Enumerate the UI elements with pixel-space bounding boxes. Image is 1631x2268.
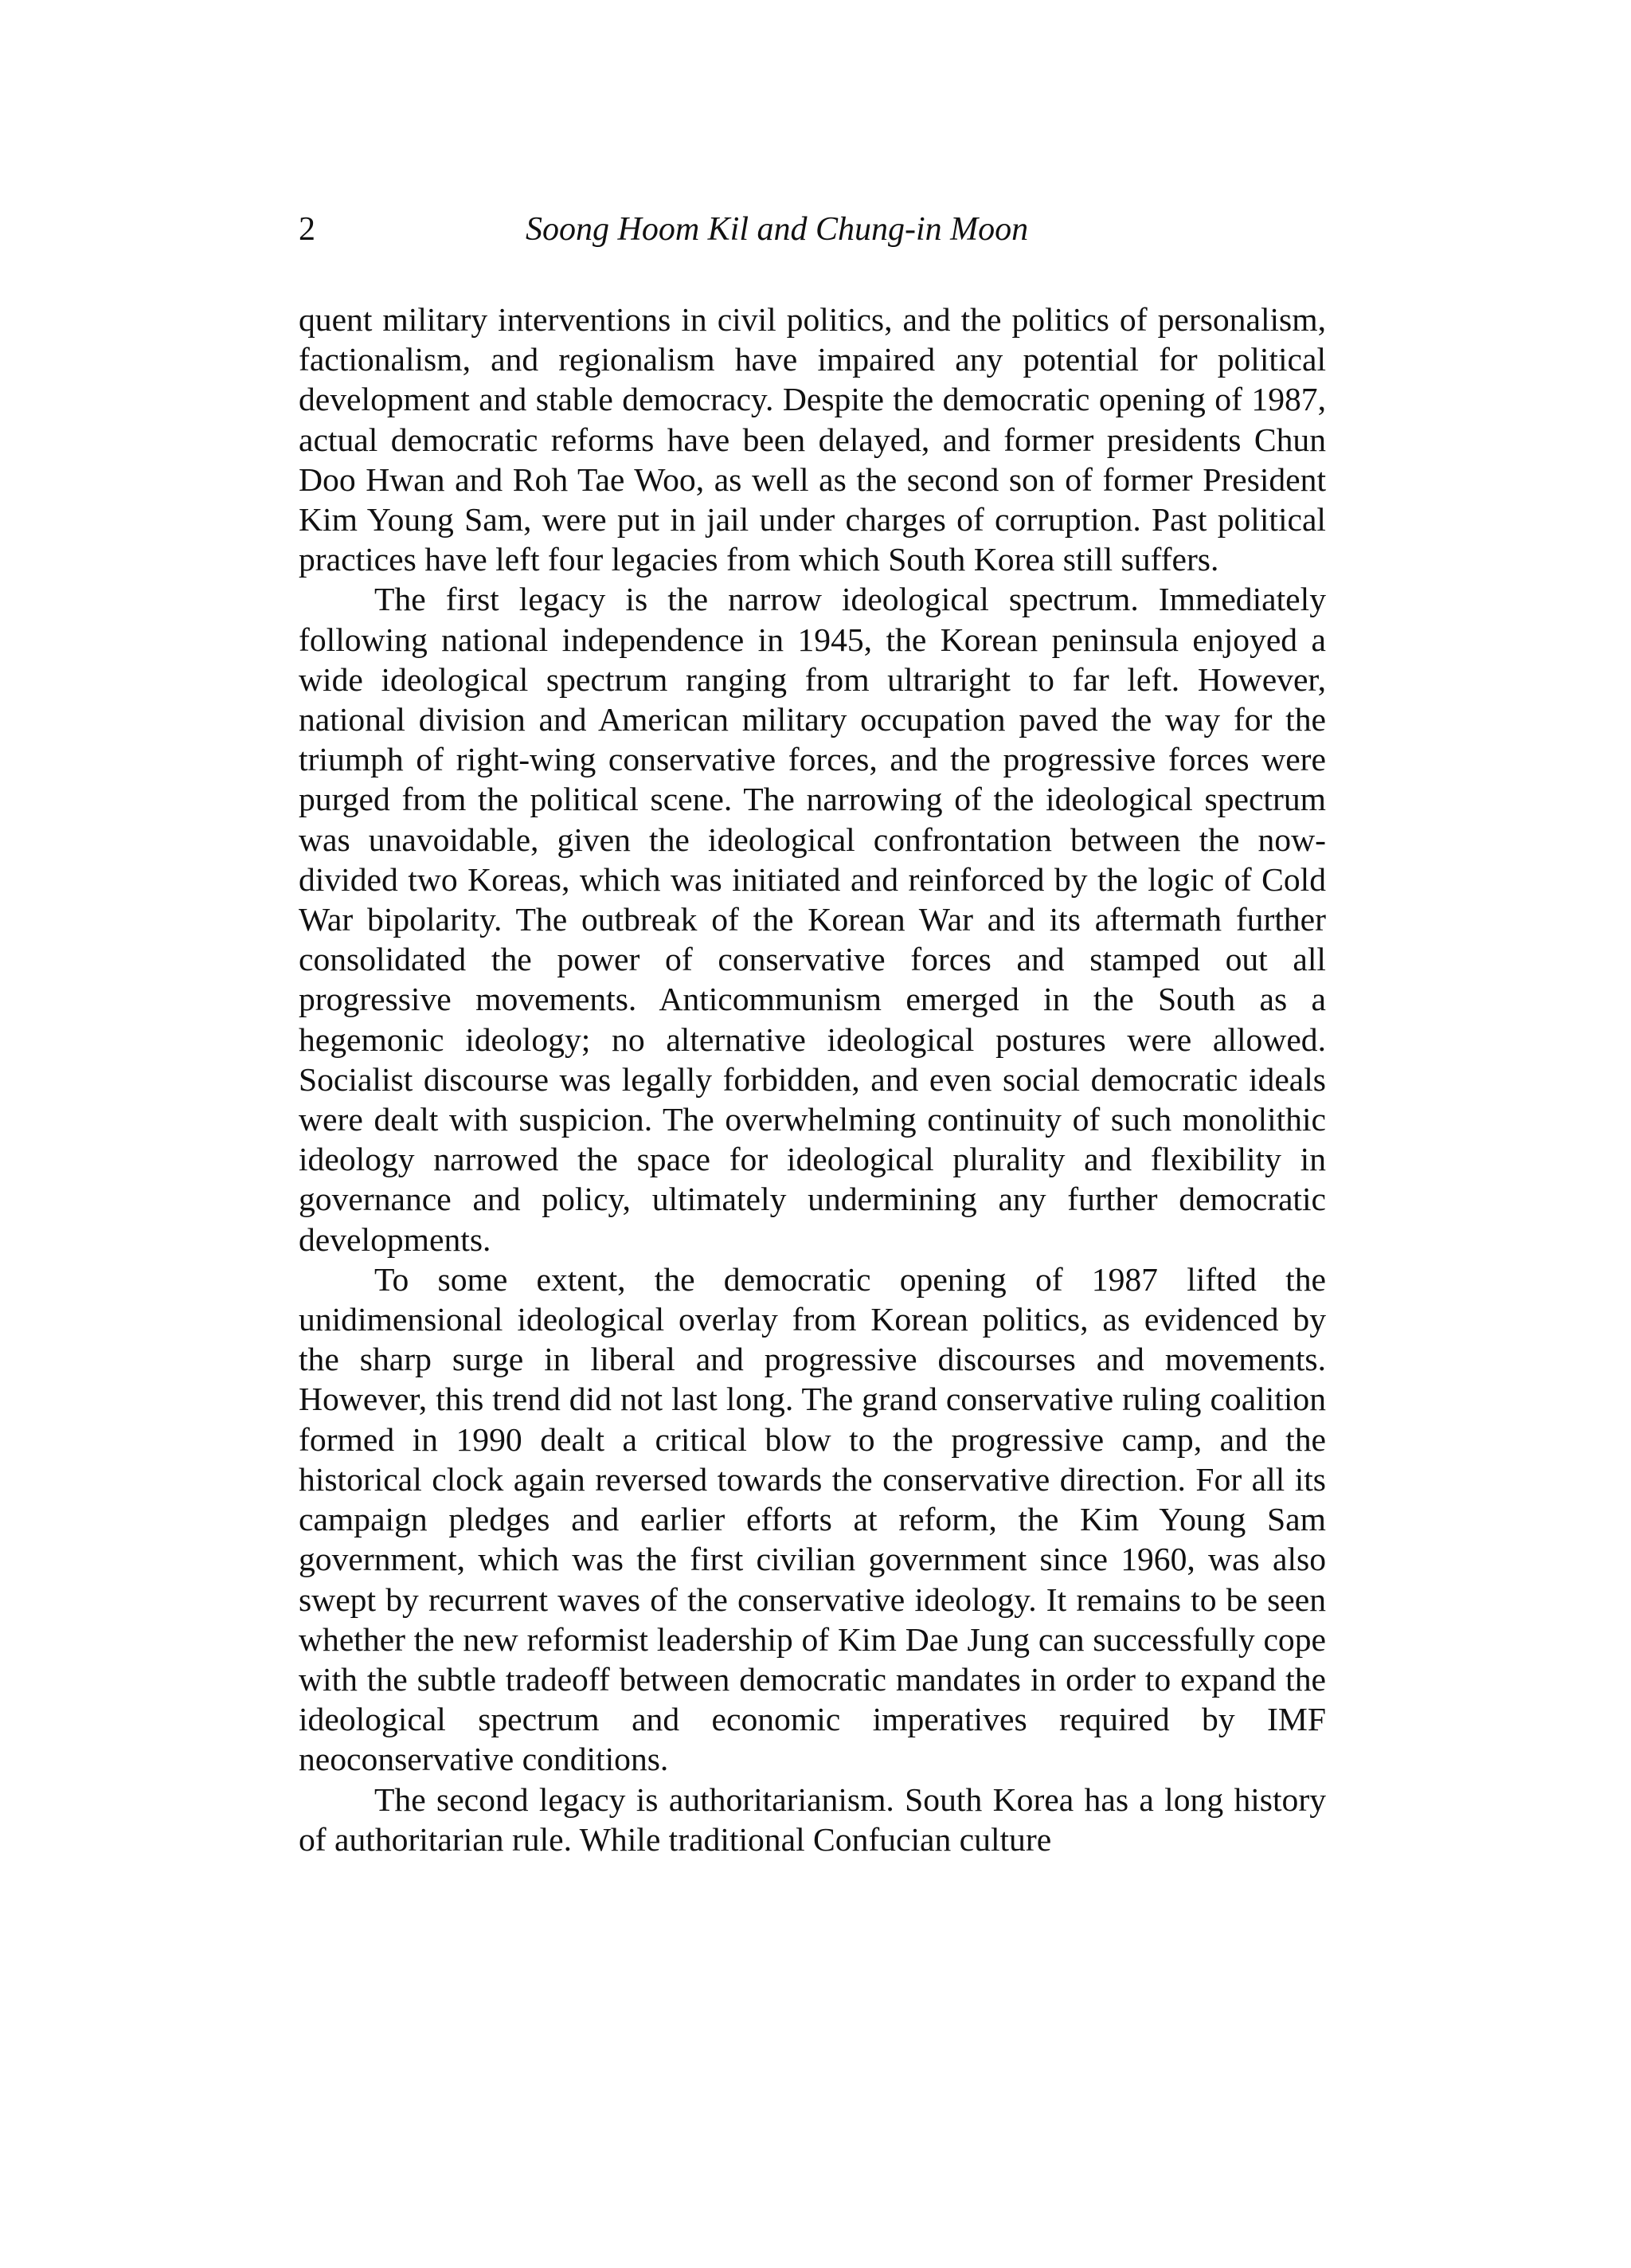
body-text [299,300,1326,1859]
running-title: Soong Hoom Kil and Chung-in Moon [526,211,1029,248]
running-head [299,206,1326,253]
paragraph-continuation: quent military interventions in civil politics, and the politics of personalism, factionalism, and regionalism have impaired any potential for political development and stable democracy. Despite the democratic opening of 1987, actual democratic reforms have been delayed, and former presidents Chun Doo Hwan and Roh Tae Woo, as well as the second son of former President Kim Young Sam, were put in jail under charges of corruption. Past political practices have left four legacies from which South Korea still suffers. [299,301,1326,578]
paragraph-first-legacy: The first legacy is the narrow ideological spectrum. Immediately following national independence in 1945, the Korean peninsula enjoyed a wide ideological spectrum ranging from ultraright to far left. However, national division and American military occupation paved the way for the triumph of right-wing conservative forces, and the progressive forces were purged from the political scene. The narrowing of the ideological spectrum was unavoidable, given the ideological confrontation between the now-divided two Koreas, which was initiated and reinforced by the logic of Cold War bipolarity. The outbreak of the Korean War and its aftermath further consolidated the power of conservative forces and stamped out all progressive movements. Anticommunism emerged in the South as a hegemonic ideology; no alternative ideological postures were allowed. Socialist discourse was legally forbidden, and even social democratic ideals were dealt with suspicion. The overwhelming continuity of such monolithic ideology narrowed the space for ideological plurality and flexibility in governance and policy, ultimately undermining any further democratic developments. [299,581,1326,1258]
paragraph-second-legacy: The second legacy is authoritarianism. South Korea has a long history of authoritarian rule. While traditional Confucian culture [299,1780,1326,1858]
page-number: 2 [299,211,315,248]
paragraph-democratic-opening: To some extent, the democratic opening of 1987 lifted the unidimensional ideological overlay from Korean politics, as evidenced by the sharp surge in liberal and progressive discourses and movements. However, this trend did not last long. The grand conservative ruling coalition formed in 1990 dealt a critical blow to the progressive camp, and the historical clock again reversed towards the conservative direction. For all its campaign pledges and earlier efforts at reform, the Kim Young Sam government, which was the first civilian government since 1960, was also swept by recurrent waves of the conservative ideology. It remains to be seen whether the new reformist leadership of Kim Dae Jung can successfully cope with the subtle tradeoff between democratic mandates in order to expand the ideological spectrum and economic imperatives required by IMF neoconservative conditions. [299,1260,1326,1778]
